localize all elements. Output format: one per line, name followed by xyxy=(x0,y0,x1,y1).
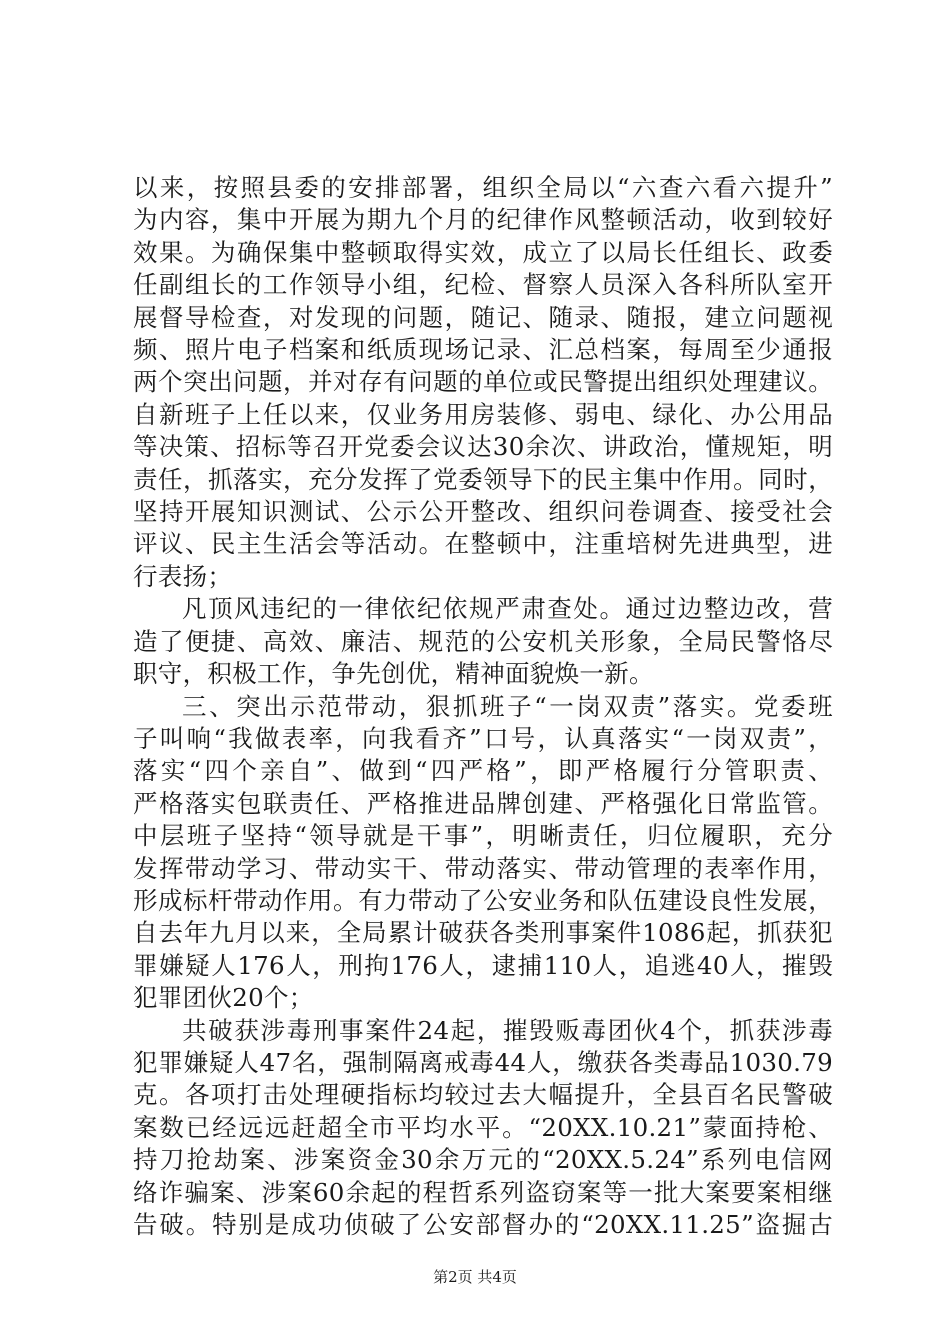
text-line: 落实“四个亲自”、做到“四严格”，即严格履行分管职责、 xyxy=(133,756,833,786)
text-line: 以来，按照县委的安排部署，组织全局以“六查六看六提升” xyxy=(133,173,833,202)
paragraph xyxy=(133,1015,833,1242)
text-line: 克。各项打击处理硬指标均较过去大幅提升，全县百名民警破 xyxy=(133,1080,833,1110)
text-line: 坚持开展知识测试、公示公开整改、组织问卷调查、接受社会 xyxy=(133,497,833,527)
text-line: 评议、民主生活会等活动。在整顿中，注重培树先进典型，进 xyxy=(133,529,833,559)
paragraph xyxy=(133,691,833,1015)
text-line: 告破。特别是成功侦破了公安部督办的“20XX.11.25”盗掘古 xyxy=(133,1210,833,1239)
text-line: 自新班子上任以来，仅业务用房装修、弱电、绿化、办公用品 xyxy=(133,399,833,429)
text-line: 频、照片电子档案和纸质现场记录、汇总档案，每周至少通报 xyxy=(133,335,833,365)
text-line: 效果。为确保集中整顿取得实效，成立了以局长任组长、政委 xyxy=(133,237,833,267)
text-line: 行表扬； xyxy=(133,561,233,591)
text-line: 责任，抓落实，充分发挥了党委领导下的民主集中作用。同时， xyxy=(133,464,833,494)
text-line: 形成标杆带动作用。有力带动了公安业务和队伍建设良性发展， xyxy=(133,885,833,915)
text-line: 等决策、招标等召开党委会议达30余次、讲政治，懂规矩，明 xyxy=(133,432,833,462)
paragraph xyxy=(133,593,833,690)
text-line: 凡顶风违纪的一律依纪依规严肃查处。通过边整边改，营 xyxy=(182,594,833,624)
text-line: 展督导检查，对发现的问题，随记、随录、随报，建立问题视 xyxy=(133,302,833,332)
paragraph xyxy=(133,172,833,593)
page-footer: 第2页 共4页 xyxy=(433,1268,517,1286)
text-line: 为内容，集中开展为期九个月的纪律作风整顿活动，收到较好 xyxy=(133,205,833,235)
text-line: 造了便捷、高效、廉洁、规范的公安机关形象，全局民警恪尽 xyxy=(133,626,833,656)
text-line: 持刀抢劫案、涉案资金30余万元的“20XX.5.24”系列电信网 xyxy=(133,1145,833,1175)
text-line: 子叫响“我做表率，向我看齐”口号，认真落实“一岗双责”， xyxy=(133,723,833,753)
document-body xyxy=(133,172,833,1241)
text-line: 犯罪团伙20个； xyxy=(133,983,314,1013)
text-line: 三、突出示范带动，狠抓班子“一岗双责”落实。党委班 xyxy=(182,691,833,721)
text-line: 职守，积极工作，争先创优，精神面貌焕一新。 xyxy=(133,659,654,689)
text-line: 两个突出问题，并对存有问题的单位或民警提出组织处理建议。 xyxy=(133,367,833,397)
text-line: 罪嫌疑人176人，刑拘176人，逮捕110人，追逃40人，摧毁 xyxy=(133,950,833,980)
text-line: 任副组长的工作领导小组，纪检、督察人员深入各科所队室开 xyxy=(133,270,833,300)
text-line: 发挥带动学习、带动实干、带动落实、带动管理的表率作用， xyxy=(133,853,833,883)
text-line: 中层班子坚持“领导就是干事”，明晰责任，归位履职，充分 xyxy=(133,821,833,851)
text-line: 络诈骗案、涉案60余起的程哲系列盗窃案等一批大案要案相继 xyxy=(133,1177,833,1207)
text-line: 案数已经远远赶超全市平均水平。“20XX.10.21”蒙面持枪、 xyxy=(133,1112,833,1142)
text-line: 严格落实包联责任、严格推进品牌创建、严格强化日常监管。 xyxy=(133,788,833,818)
text-line: 自去年九月以来，全局累计破获各类刑事案件1086起，抓获犯 xyxy=(133,918,833,948)
text-line: 犯罪嫌疑人47名，强制隔离戒毒44人，缴获各类毒品1030.79 xyxy=(133,1047,833,1077)
text-line: 共破获涉毒刑事案件24起，摧毁贩毒团伙4个，抓获涉毒 xyxy=(182,1015,833,1045)
